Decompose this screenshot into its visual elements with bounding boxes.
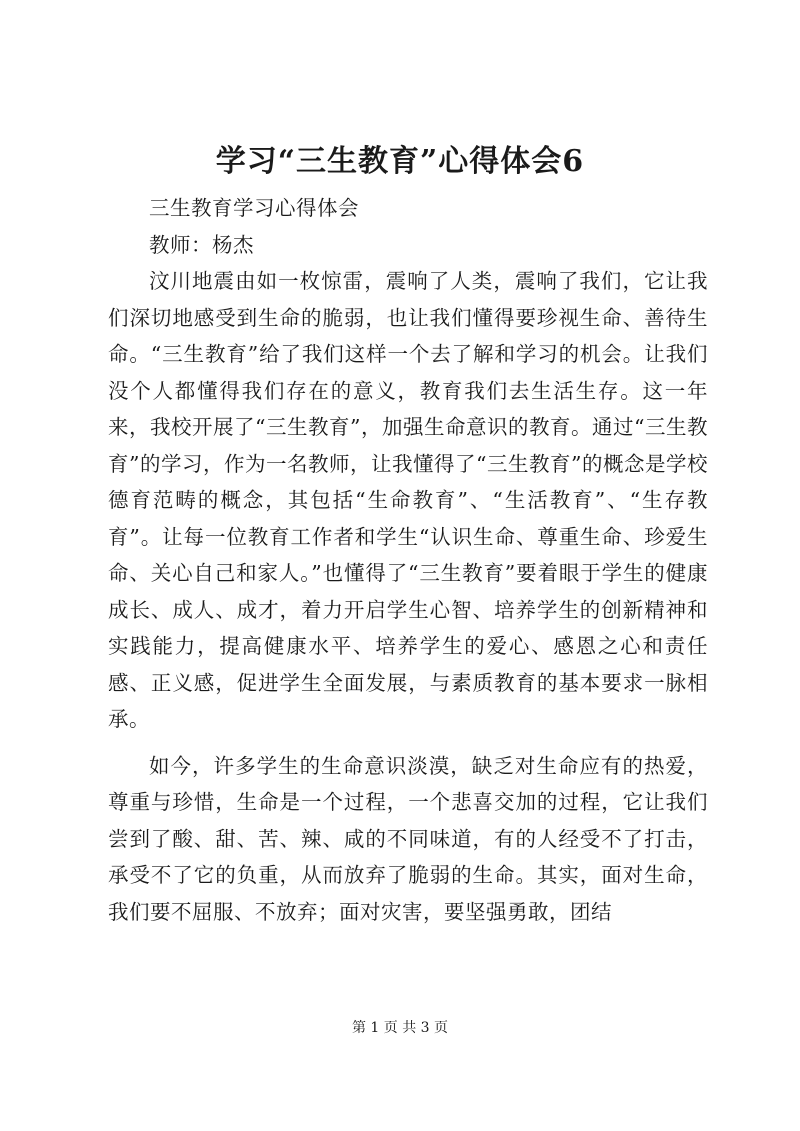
page-footer: 第 1 页 共 3 页 [351,1020,449,1036]
author-line: 教师：杨杰 [149,232,254,257]
paragraph-2: 如今，许多学生的生命意识淡漠，缺乏对生命应有的热爱，尊重与珍惜，生命是一个过程，一个悲喜交加的过程，它让我们尝到了酸、甜、苦、辣、咸的不同味道，有的人经受不了打击，承受不了它的负重，从而放弃了脆弱的生命。其实，面对生命，我们要不屈服、不放弃；面对灾害，要坚强勇敢，团结 [108,753,708,924]
document-title: 学习“三生教育”心得体会6 [215,144,585,179]
document-body [108,190,708,930]
paragraph-1: 汶川地震由如一枚惊雷，震响了人类，震响了我们，它让我们深切地感受到生命的脆弱，也让我们懂得要珍视生命、善待生命。“三生教育”给了我们这样一个去了解和学习的机会。让我们没个人都懂得我们存在的意义，教育我们去生活生存。这一年来，我校开展了“三生教育”，加强生命意识的教育。通过“三生教育”的学习，作为一名教师，让我懂得了“三生教育”的概念是学校德育范畴的概念，其包括“生命教育”、“生活教育”、“生存教育”。让每一位教育工作者和学生“认识生命、尊重生命、珍爱生命、关心自己和家人。”也懂得了“三生教育”要着眼于学生的健康成长、成人、成才，着力开启学生心智、培养学生的创新精神和实践能力，提高健康水平、培养学生的爱心、感恩之心和责任感、正义感，促进学生全面发展，与素质教育的基本要求一脉相承。 [108,269,708,731]
subtitle-line: 三生教育学习心得体会 [149,196,359,220]
